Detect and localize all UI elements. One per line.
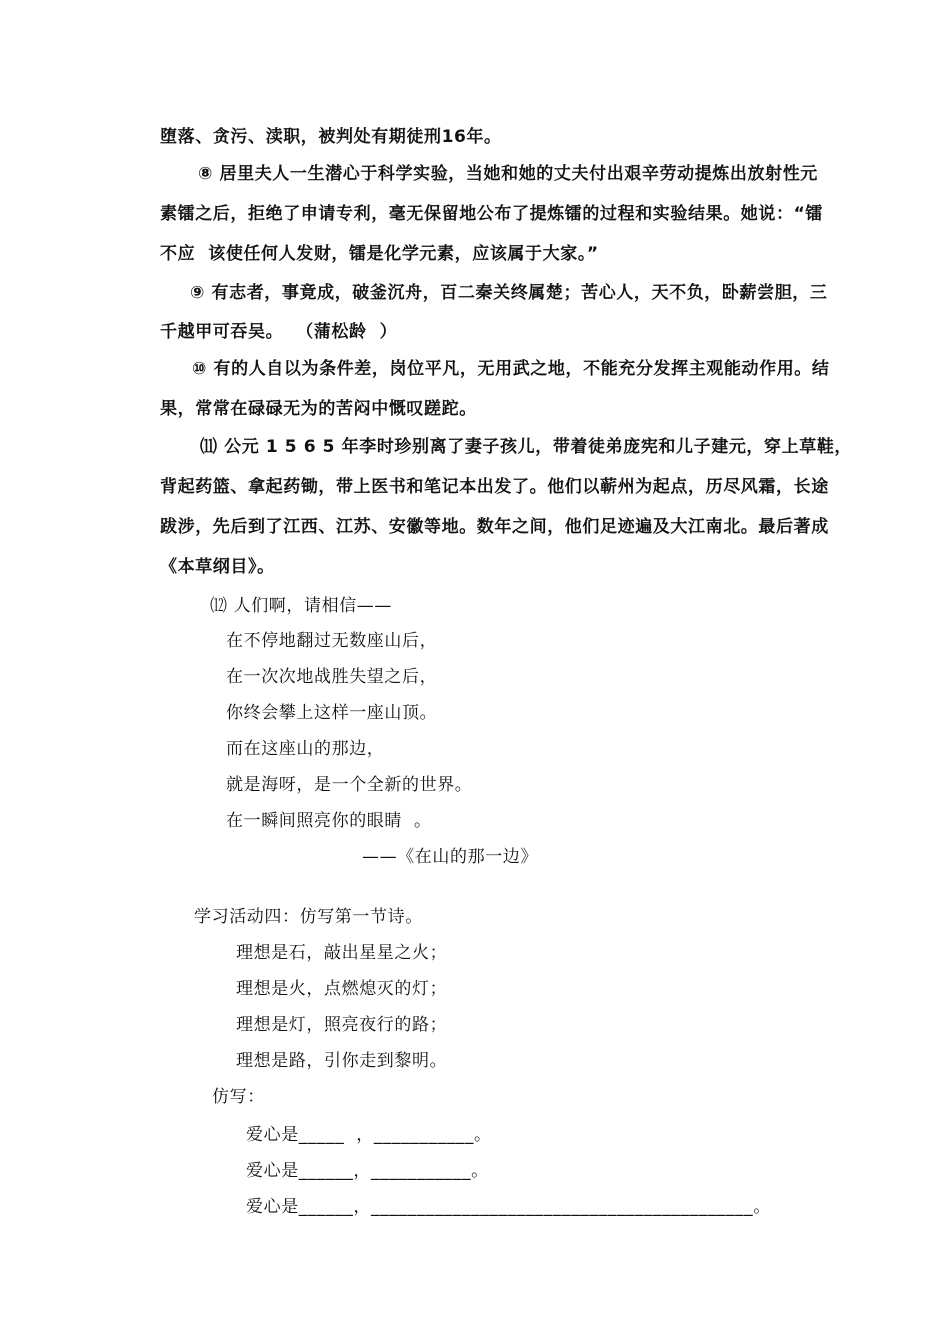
fill-in-blank-line: 爱心是_____ ，___________。 [246, 1125, 492, 1145]
paragraph-8-line-2: 素镭之后，拒绝了申请专利，毫无保留地公布了提炼镭的过程和实验结果。她说：“镭 [160, 204, 823, 224]
fill-in-blank-line: 爱心是______，__________________________________________。 [246, 1197, 771, 1217]
paragraph-8-line-1: ⑧ 居里夫人一生潜心于科学实验，当她和她的丈夫付出艰辛劳动提炼出放射性元 [198, 164, 818, 184]
paragraph-7-continuation: 堕落、贪污、渎职，被判处有期徒刑16年。 [160, 127, 502, 147]
poem-line: 在一次次地战胜失望之后， [226, 667, 438, 687]
imitate-label: 仿写： [212, 1087, 265, 1107]
paragraph-8-line-3: 不应 该使任何人发财，镭是化学元素，应该属于大家。” [160, 244, 599, 264]
poem-source: ——《在山的那一边》 [362, 847, 538, 867]
paragraph-11-line-2: 背起药篮、拿起药锄，带上医书和笔记本出发了。他们以蕲州为起点，历尽风霜，长途 [160, 477, 829, 497]
paragraph-9-line-1: ⑨ 有志者，事竟成，破釜沉舟，百二秦关终属楚；苦心人，天不负，卧薪尝胆，三 [190, 283, 828, 303]
paragraph-10-line-2: 果，常常在碌碌无为的苦闷中慨叹蹉跎。 [160, 399, 477, 419]
poem-line: 在不停地翻过无数座山后， [226, 631, 438, 651]
model-poem-line: 理想是路，引你走到黎明。 [236, 1051, 448, 1071]
paragraph-9-line-2: 千越甲可吞吴。 （蒲松龄 ） [160, 322, 398, 342]
activity-title: 学习活动四：仿写第一节诗。 [194, 907, 423, 927]
paragraph-11-line-4: 《本草纲目》。 [160, 557, 275, 577]
poem-line: 就是海呀，是一个全新的世界。 [226, 775, 473, 795]
paragraph-11-line-3: 跋涉，先后到了江西、江苏、安徽等地。数年之间，他们足迹遍及大江南北。最后著成 [160, 517, 829, 537]
model-poem-line: 理想是火，点燃熄灭的灯； [236, 979, 448, 999]
poem-intro: ⑿ 人们啊，请相信—— [210, 596, 393, 616]
poem-line: 而在这座山的那边， [226, 739, 385, 759]
poem-line: 你终会攀上这样一座山顶。 [226, 703, 438, 723]
model-poem-line: 理想是灯，照亮夜行的路； [236, 1015, 448, 1035]
fill-in-blank-line: 爱心是______，___________。 [246, 1161, 489, 1181]
poem-line: 在一瞬间照亮你的眼睛 。 [226, 811, 432, 831]
paragraph-11-line-1: ⑾ 公元 1 5 6 5 年李时珍别离了妻子孩儿，带着徒弟庞宪和儿子建元，穿上草鞋， [200, 437, 853, 457]
paragraph-10-line-1: ⑩ 有的人自以为条件差，岗位平凡，无用武之地，不能充分发挥主观能动作用。结 [192, 359, 830, 379]
model-poem-line: 理想是石，敲出星星之火； [236, 943, 448, 963]
